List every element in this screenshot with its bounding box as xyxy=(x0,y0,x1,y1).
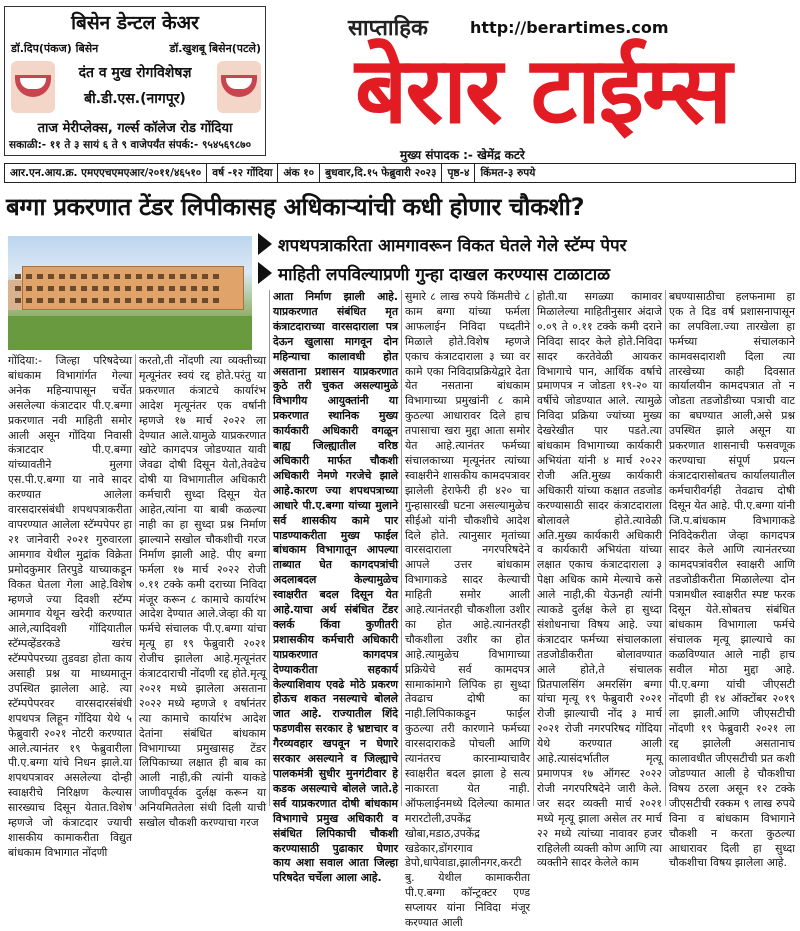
column-3-text: आता निर्माण झाली आहे. याप्रकरणात संबंधित मृत कंत्राटदाराच्या वारसदाराला पत्र देऊन खुलासा मागवून दोन महिन्याचा कालावधी होत असताना प्रशासन याप्रकरणात कुठे तरी चुकत असल्यामुळे विभागीय आयुक्तांनी या प्रकरणात स्थानिक मुख्य कार्यकारी अधिकारी वगळून बाह्य जिल्ह्यातील वरिष्ठ अधिकारी मार्फत चौकशी अधिकारी नेमणे गरजेचे झाले आहे.कारण ज्या शपथपत्राच्या आधारे पी.ए.बग्गा यांच्या मुलाने सर्व शासकीय कामे पार पाडण्याकरीता मुख्य फाईल बांधकाम विभागातून आपल्या ताब्यात घेत कागदपत्रांची अदलाबदल केल्यामुळेच स्वाक्षरीत बदल दिसून येत आहे.याचा अर्थ संबंधित टेंडर क्लर्क किंवा कुणीतरी प्रशासकीय कर्मचारी अधिकारी याप्रकरणात कागदपत्र देण्याकरीता सहकार्य केल्याशिवाय एवढे मोठे प्रकरण होऊच शकत नसल्याचे बोलले जात आहे. राज्यातील शिंदे फडणवीस सरकार हे भ्रष्टाचार व गैरव्यवहार खपवून न घेणारे सरकार असल्याने व जिल्ह्याचे पालकमंत्री सुधीर मुनगंटीवार हे कडक असल्याचे बोलले जाते.हे सर्व याप्रकरणात दोषी बांधकाम विभागाचे प्रमुख अधिकारी व संबंधित लिपिकाची चौकशी करण्यासाठी पुढाकार घेणार काय अशा सवाल आता जिल्हा परिषदेत चर्चेला आला आहे. xyxy=(273,290,398,885)
article-column-6 xyxy=(669,290,795,870)
subheadline-1-text: शपथपत्राकरिता आमगावरून विकत घेतले गेले स्टॅम्प पेपर xyxy=(278,235,627,256)
building-photo xyxy=(8,236,252,350)
clinic-degree: बी.डी.एस.(नागपूर) xyxy=(84,91,186,107)
arrow-bullet-icon xyxy=(258,262,272,284)
arrow-bullet-icon xyxy=(258,233,272,255)
page-number: पृष्ठ-४ xyxy=(442,164,475,182)
column-2-text: करतो,ती नोंदणी त्या व्यक्तीच्या मृत्यूनंतर स्वयं रद्द होते.परंतु या प्रकरणात कंत्राटचे कार्यारंभ आदेश मृत्यूनंतर एक वर्षानी म्हणजे १७ मार्च २०२२ ला देण्यात आले.यामुळे याप्रकरणात खोटे कागदपत्र जोडण्यात यावी जेवढा दोषी दिसून येतो,तेवढेच दोषी या विभागातील अधिकारी कर्मचारी सुध्दा दिसून येत आहेत,त्यांना या बाबी कळल्या नाही का हा सुध्दा प्रश्न निर्माण झाल्याने सखोल चौकशीची गरज निर्माण झाली आहे. पीए बग्गा फर्मला १७ मार्च २०२२ रोजी ०.११ टक्के कमी दराच्या निविदा मंजूर करून ८ कामाचे कार्यारंभ आदेश देण्यात आले.जेव्हा की या फर्मचे संचालक पी.ए.बग्गा यांचा मृत्यू हा १९ फेब्रुवारी २०२१ रोजीच झालेला आहे.मृत्यूनंतर कंत्राटदाराची नोंदणी रद्द होते.मृत्यू २०२१ मध्ये झालेला असताना २०२२ मध्ये म्हणजे १ वर्षानंतर त्या कामाचे कार्यारंभ आदेश देतांना संबंधित बांधकाम विभागाच्या प्रमुखासह टेंडर लिपिकाच्या लक्षात ही बाब का आली नाही,की त्यांनी याकडे जाणीवपूर्वक दुर्लक्ष करून या अनियमिततेला संधी दिली याची सखोल चौकशी करण्याचा गरज xyxy=(139,354,266,830)
column-4-text: सुमारे ८ लाख रुपये किंमतीचे ८ काम बग्गा यांच्या फर्मला आफलाईन निविदा पध्दतीने मिळाले होते.विशेष म्हणजे एकाच कंत्राटदाराला ३ च्या वर कामे एका निविदाप्रक्रियेद्वारे देता येत नसताना बांधकाम विभागाच्या प्रमुखांनी ८ कामे कुठल्या आधारावर दिले हाच तपासाचा खरा मुद्दा आता समोर येत आहे.त्यानंतर फर्मच्या संचालकाच्या मृत्यूनंतर त्यांच्या स्वाक्षरीने शासकीय कामदपत्रावर झालेली हेराफेरी ही ४२० चा गुन्हासारखी घटना असल्यामुळेच सीईओ यांनी चौकशीचे आदेश दिले होते. त्यानुसार मृतांच्या वारसदाराला नगरपरिषदेने आपले उत्तर बांधकाम विभागाकडे सादर केल्याची माहिती समोर आली आहे.त्यानंतरही चौकशीला उशीर का होत आहे.त्यानंतरही चौकशीला उशीर का होत आहे.त्यामुळेच विभागाच्या प्रक्रियेचे सर्व कामदपत्र सामाकांमागे लिपिक हा सुध्दा तेवढाच दोषी का नाही.लिपिकाकडून फाईल कुठल्या तरी कारणाने फर्मच्या वारसदाराकडे पोचली आणि त्यानंतरच कारनाम्याचावैर स्वाक्षरीत बदल झाला हे सत्य नाकारता येत नाही. ऑफलाईनमध्ये दिलेल्या कामात मरारटोली,उपकेंद्र खोबा,मडाठ,उपकेंद्र खडेकार,डोंगरगाव डेपो,धापेवाडा,झालीनगर,करटी बु. येथील कामाकरीता पी.ए.बग्गा कॉन्ट्रक्टर एण्ड सप्लायर यांना निविदा मंजूर करण्यात आली xyxy=(405,290,530,930)
subheadline-1 xyxy=(258,232,798,256)
article-column-1 xyxy=(8,354,132,859)
weekly-label: साप्ताहिक xyxy=(348,16,428,41)
registration-number: आर.एन.आय.क्र. एमएएचएमएआर/२०११/४६५१० xyxy=(5,164,207,182)
clinic-address: ताज मेरीप्लेक्स, गर्ल्स कॉलेज रोड गोंदिया xyxy=(37,121,233,136)
year-label: वर्ष -१२ गोंदिया xyxy=(207,164,278,182)
subheadline-2-text: माहिती लपविल्याप्रणी गुन्हा दाखल करण्यास टाळाटाळ xyxy=(278,264,611,285)
issue-number: अंक १० xyxy=(278,164,320,182)
doctor-1: डॉ.दिप(पंकज) बिसेन xyxy=(11,42,99,55)
clinic-name: बिसेन डेन्टल केअर xyxy=(71,12,199,34)
smile-left-icon xyxy=(11,61,55,113)
site-url[interactable]: http://berartimes.com xyxy=(470,18,669,37)
clinic-specialty: दंत व मुख रोगविशेषज्ञ xyxy=(78,65,192,81)
article-column-3 xyxy=(273,290,398,885)
smile-right-icon xyxy=(217,61,261,113)
column-5-text: होती.या सगळ्या कामावर मिळालेल्या माहितीनुसार अंदाजे ०.०९ ते ०.११ टक्के कमी दराने निविदा सादर केले होते.निविदा सादर करतेवेळी आयकर विभागाचे पान, आर्थिक वर्षाचे प्रमाणपत्र न जोडता १९-२० या वर्षीचे जोडण्यात आले. त्यामुळे निविदा प्रक्रिया ज्यांच्या मुख्य देखरेखीत पार पडते.त्या बांधकाम विभागाच्या कार्यकारी अभियंता यांनी ४ मार्च २०२२ रोजी अति.मुख्य कार्यकारी अधिकारी यांच्या कक्षात तडजोड करण्यासाठी सादर कंत्राटदाराला बोलावले होते.त्यावेळी अति.मुख्य कार्यकारी अधिकारी व कार्यकारी अभियंता यांच्या लक्षात एकाच कंत्राटदाराला ३ पेक्षा अधिक कामे मेल्याचे कसे आले नाही,की येऊनही त्यांनी त्याकडे दुर्लक्ष केले हा सुध्दा संशोधनाचा विषय आहे. ज्या कंत्राटदार फर्मच्या संचालकाला तडजोडीकरीता बोलावण्यात आले होते,ते संचालक प्रितपालसिंग अमरसिंग बग्गा यांचा मृत्यू १९ फेब्रुवारी २०२१ रोजी झाल्याची नोंद ३ मार्च २०२१ रोजी नगरपरिषद गोंदिया येथे करण्यात आली आहे.त्यासंदर्भातील मृत्यू प्रमाणपत्र १७ ऑगस्ट २०२२ रोजी नगरपरिषदेने जारी केले. जर सदर व्यक्ती मार्च २०२१ मध्ये मृत्यू झाला असेल तर मार्च २२ मध्ये त्यांच्या नावावर हजर राहिलेली व्यक्ती कोण आणि त्या व्यक्तीने सादर केलेले काम xyxy=(537,290,662,870)
clinic-timings: सकाळी:- ११ ते ३ सायं ६ ते ९ वाजेपर्यंत संपर्क:- ९५४५६९८७० xyxy=(9,139,252,151)
clinic-advertisement xyxy=(4,6,266,156)
column-1-text: गोंदिया:- जिल्हा परिषदेच्या बांधकाम विभागांर्गत गेल्या अनेक महिन्यापासून चर्चेत असलेल्या कंत्राटदार पी.ए.बग्गा प्रकरणात नवी माहिती समोर आली असून गोंदिया निवासी कंत्राटदार पी.ए.बग्गा यांच्यावतीने मुलगा एस.पी.ए.बग्गा या नावे सादर करण्यात आलेला वारसदारसंबंधी शपथपत्राकरीता वापरण्यात आलेला स्टॅम्पपेपर हा २१ जानेवारी २०२१ गुरुवारला आमगाव येथील मुद्रांक विक्रेता प्रमोदकुमार तिरपुडे याच्याकडून विकत घेतला गेला आहे.विशेष म्हणजे ज्या दिवशी स्टॅम्प आमगाव येथून खरेदी करण्यात आले,त्यादिवशी गोंदियातील स्टॅम्पव्हेंडरकडे खरंच स्टॅम्पपेपरच्या तुडवडा होता काय असाही प्रश्न या माध्यमातून उपस्थित झालेला आहे. त्या स्टॅम्पपेपरवर वारसदारसंबंधी शपथपत्र लिहून गोंदिया येथे ५ फेब्रुवारी २०२१ नोटरी करण्यात आले.त्यानंतर १९ फेब्रुवारीला पी.ए.बग्गा यांचे निधन झाले.या शपथपत्रावर असलेल्या दोन्ही स्वाक्षरीचे निरिक्षण केल्यास सारख्याच दिसून येतात.विशेष म्हणजे जो कंत्राटदार ज्याची शासकीय कामाकरीता विद्युत बांधकाम विभागात नोंदणी xyxy=(8,354,132,859)
newspaper-title: बेरार टाईम्स xyxy=(354,37,731,144)
article-column-2 xyxy=(139,354,266,830)
doctor-2: डॉ.खुशबू बिसेन(पटले) xyxy=(169,42,261,55)
column-6-text: बघण्यासाठीचा हलफनामा हा एक ते दिड वर्ष प्रशासनापासून का लपविला.ज्या तारखेला हा फर्मच्या संचालकाने कामवसदाराशी दिला त्या तारखेच्या काही दिवसात कार्यालयीन कामदपत्रात तो न जोडता तडजोडीच्या पत्राची वाट का बघण्यात आली,असे प्रश्न उपस्थित झाले असून या प्रकरणात शासनाची फसवणूक करण्याचा संपूर्ण प्रयत्न कंत्राटदारासोबतच कार्यालयातील कर्मचारीवर्गही तेवढाच दोषी दिसून येत आहे. पी.ए.बग्गा यांनी जि.प.बांधकाम विभागाकडे निविदेकरीता जेव्हा कागदपत्र सादर केले आणि त्यानंतरच्या कामदपत्रांवरील स्वाक्षरी आणि तडजोडीकरीता मिळालेल्या दोन पत्रामधील स्वाक्षरीत स्पष्ट फरक दिसून येते.सोबतच संबंधित बांधकाम विभागाला फर्मचे संचालक मृत्यू झाल्याचे का कळविण्यात आले नाही हाच सवील मोठा मुद्दा आहे. पी.ए.बग्गा यांची जीएसटी नोंदणी ही १४ ऑक्टोंबर २०१९ ला झाली.आणि जीएसटीची नोंदणी १९ फेब्रुवारी २०२१ ला रद्द झालेली असतानाच कालावधीत जीएसटीची प्रत कशी जोडण्यात आली हे चौकशीचा विषय ठरला असून १२ टक्के जीएसटीची रक्कम ९ लाख रुपये विना व बांधकाम विभागाने चौकशी न करता कुठल्या आधारावर दिली हा सुध्दा चौकशीचा विषय झालेला आहे. xyxy=(669,290,795,870)
doctor-names xyxy=(11,41,261,56)
article-column-4 xyxy=(405,290,530,930)
issue-date: बुधवार,दि.१५ फेब्रुवारी २०२३ xyxy=(320,164,442,182)
main-headline: बग्गा प्रकरणात टेंडर लिपीकासह अधिकाऱ्यांची कधी होणार चौकशी? xyxy=(6,193,585,221)
subheadline-2 xyxy=(258,261,798,285)
chief-editor: मुख्य संपादक :- खेमेंद्र कटरे xyxy=(400,148,525,162)
price-label: किंमत-३ रुपये xyxy=(480,167,536,179)
article-column-5 xyxy=(537,290,662,870)
issue-info-bar xyxy=(4,163,796,183)
